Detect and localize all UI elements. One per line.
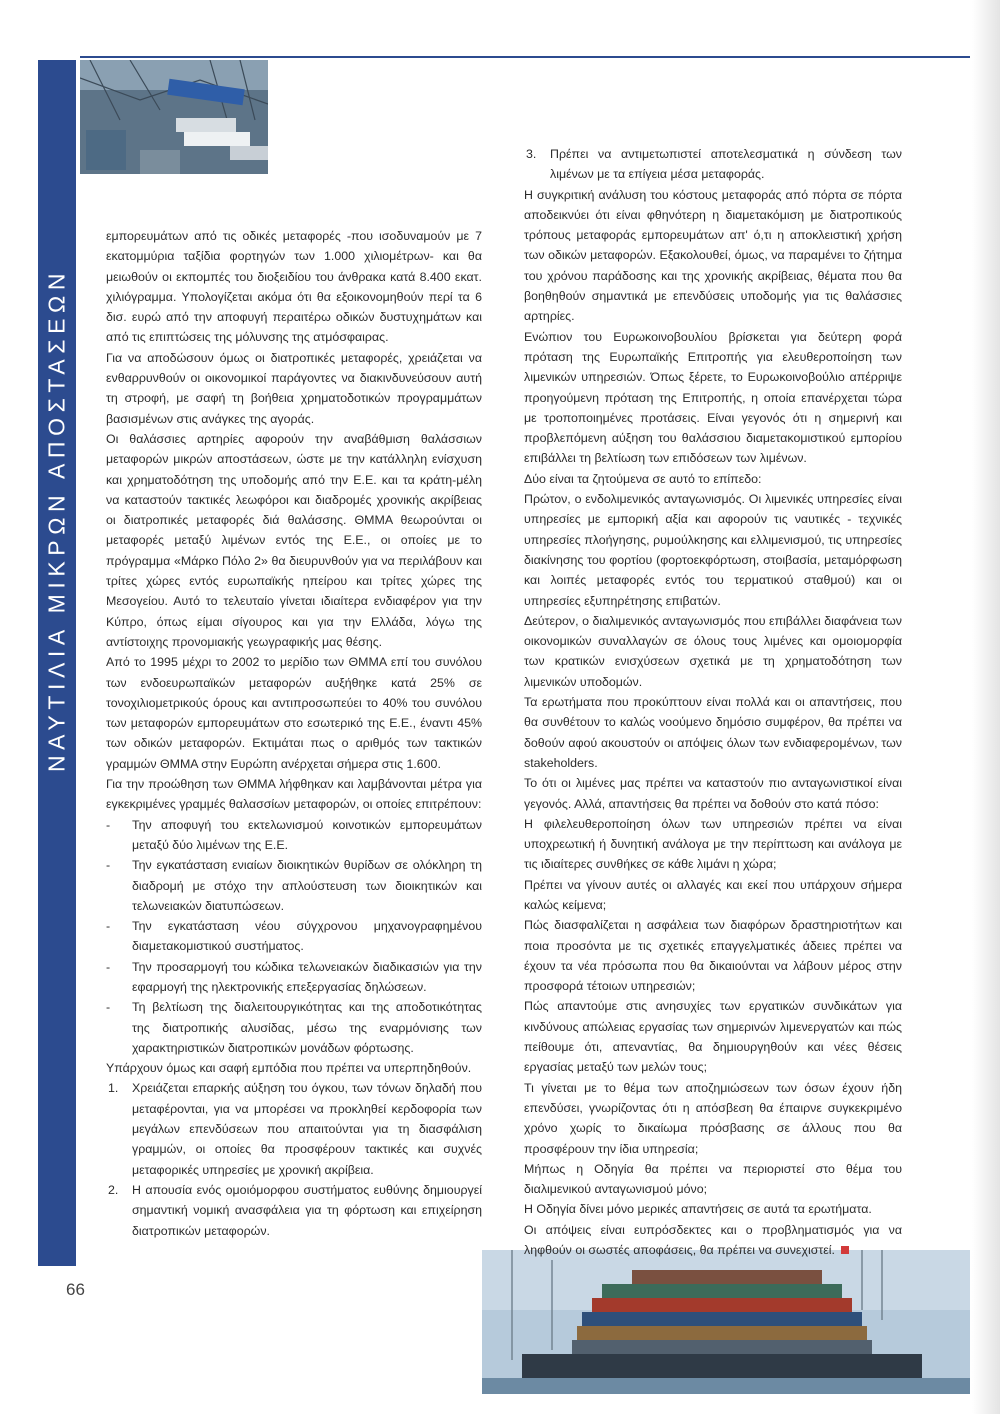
- paragraph: Μήπως η Οδηγία θα πρέπει να περιοριστεί στο θέμα του διαλιμενικού ανταγωνισμού μόνο;: [524, 1161, 902, 1197]
- paragraph: Ενώπιον του Ευρωκοινοβουλίου βρίσκεται για δεύτερη φορά πρόταση της Ευρωπαϊκής Επιτροπής για ελευθεροποίηση των λιμενικών υπηρεσιών. Όπως ξέρετε, το Ευρωκοινοβούλιο απέρριψε προηγούμενη πρόταση της Επιτροπής, η οποία επανέρχεται τώρα με τροποποιημένες προτάσεις. Είναι γεγονός ότι η σημερινή και προβλεπόμενη αύξηση του θαλάσσιου διαμετακομιστικού εμπορίου επιβάλλει τη βελτίωση των επιδόσεων των λιμένων.: [524, 329, 902, 466]
- list-item-text: Τη βελτίωση της διαλειτουργικότητας και της αποδοτικότητας της διατροπικής αλυσίδας, μέσω της εναρμόνισης των χαρακτηριστικών διατροπικών μονάδων φόρτωσης.: [132, 1000, 482, 1055]
- list-item: [106, 916, 482, 957]
- paragraph: εμπορευμάτων από τις οδικές μεταφορές -που ισοδυναμούν με 7 εκατομμύρια ταξίδια φορτηγών των 1.000 χιλιομέτρων- και θα μειωθούν οι εκπομπές του διοξειδίου του άνθρακα κατά 8.400 εκατ. χιλιόγραμμα. Υπολογίζεται ακόμα ότι θα εξοικονομηθούν περί τα 6 δισ. ευρώ από την αποφυγή περαιτέρω οδικών δυστυχημάτων και από τις επιπτώσεις της μόλυνσης της ατμόσφαιρας.: [106, 229, 482, 345]
- list-item: [106, 855, 482, 916]
- list-item-text: Την αποφυγή του εκτελωνισμού κοινοτικών εμπορευμάτων μεταξύ δύο λιμένων της Ε.Ε.: [132, 817, 482, 852]
- numbered-item-text: Χρειάζεται επαρκής αύξηση του όγκου, των τόνων δηλαδή που μεταφέρονται, για να μπορέσει να προκληθεί κερδοφορία των μεγάλων επενδύσεων που απαιτούνται για τη διασφάλιση γραμμών, οι οποίες θα προσφέρουν τακτικές και συχνές μεταφορικές υπηρεσίες με χρονική ακρίβεια.: [132, 1081, 482, 1177]
- list-item-text: Την εγκατάσταση νέου σύγχρονου μηχανογραφημένου διαμετακομιστικού συστήματος.: [132, 919, 482, 954]
- container-ship-photo: [482, 1250, 970, 1394]
- list-item: [106, 815, 482, 856]
- paragraph: Το ότι οι λιμένες μας πρέπει να καταστούν πιο ανταγωνιστικοί είναι γεγονός. Αλλά, απαντήσεις θα πρέπει να δοθούν στο κατά πόσο:: [524, 776, 902, 811]
- port-cranes-photo: [80, 60, 268, 174]
- numbered-item: [106, 1078, 482, 1179]
- paragraph: Πρέπει να γίνουν αυτές οι αλλαγές και εκεί που υπάρχουν σήμερα καλώς κείμενα;: [524, 877, 902, 912]
- header-rule: [80, 56, 970, 58]
- item-number: 3.: [526, 147, 537, 161]
- item-number: 2.: [108, 1182, 119, 1197]
- bullet-dash: -: [106, 959, 111, 974]
- paragraph: Τι γίνεται με το θέμα των αποζημιώσεων των όσων έχουν ήδη επενδύσει, γνωρίζοντας ότι η απόσβεση θα έπαιρνε συγκεκριμένο χρόνο χωρίς το δικαίωμα πρόσβασης σε άλλους που θα προσφέρουν την ίδια υπηρεσία;: [524, 1080, 902, 1156]
- measures-list: [106, 815, 482, 1059]
- list-item: [106, 957, 482, 998]
- paragraph: Από το 1995 μέχρι το 2002 το μερίδιο των ΘΜΜΑ επί του συνόλου των ενδοευρωπαϊκών μεταφορών αυξήθηκε κατά 25% σε τονοχιλιομετρικούς όρους και αντιπροσωπεύει το 40% του συνόλου των μεταφορών εμπορευμάτων στο εσωτερικό της Ε.Ε., έναντι 45% των οδικών μεταφορών. Εκτιμάται πως ο αριθμός των τακτικών γραμμών ΘΜΜΑ στην Ευρώπη ανέρχεται σήμερα στις 1.600.: [106, 655, 482, 771]
- list-item-text: Την προσαρμογή του κώδικα τελωνειακών διαδικασιών για την εφαρμογή της ηλεκτρονικής επεξεργασίας δηλώσεων.: [132, 959, 482, 994]
- page-number: 66: [66, 1280, 85, 1299]
- paragraph: Πρώτον, ο ενδολιμενικός ανταγωνισμός. Οι λιμενικές υπηρεσίες είναι υπηρεσίες με εμπορική αξία και αφορούν τις ναυτικές - τεχνικές υπηρεσίες πλοήγησης, ρυμούλκησης και ελλιμενισμού, τις υπηρεσίες διακίνησης του φορτίου (φορτοεκφόρτωση, στοιβασία, μεταμόρφωση και λοιπές μεταφορές εντός του τερματικού σταθμού) και οι υπηρεσίες εξυπηρέτησης επιβατών.: [524, 492, 902, 608]
- paragraph: Δύο είναι τα ζητούμενα σε αυτό το επίπεδο:: [524, 471, 762, 486]
- paragraph: Πώς απαντούμε στις ανησυχίες των εργατικών συνδικάτων για κινδύνους απώλειας εργασίας των σημερινών λιμενεργατών και πώς πείθουμε ότι, απεναντίας, θα δημιουργηθούν και νέες θέσεις εργασίας μεταξύ των μελών τους;: [524, 999, 902, 1075]
- article-left-column: [106, 226, 482, 1241]
- list-item-text: Την εγκατάσταση ενιαίων διοικητικών θυρίδων σε ολόκληρη τη διαδρομή με στόχο την απλούστευση των διοικητικών και τελωνειακών διατυπώσεων.: [132, 858, 482, 913]
- article-right-column: [524, 144, 902, 1260]
- paragraph: Η Οδηγία δίνει μόνο μερικές απαντήσεις σε αυτά τα ερωτήματα.: [524, 1202, 872, 1217]
- list-item: [106, 997, 482, 1058]
- closing-paragraph: [524, 1220, 902, 1261]
- paragraph: Οι θαλάσσιες αρτηρίες αφορούν την αναβάθμιση θαλάσσιων μεταφορών μικρών αποστάσεων, ώστε με την κατάλληλη ενίσχυση και χρηματοδότηση της υποδομής από την Ε.Ε. και τα κράτη-μέλη να καταστούν τακτικές λεωφόροι και διαδρομές χρονικής ακρίβειας οι διατροπικές μεταφορές διά θαλάσσης. ΘΜΜΑ θεωρούνται οι μεταφορές μεταξύ λιμένων εντός της Ε.Ε., οι οποίες με το πρόγραμμα «Μάρκο Πόλο 2» θα διευρυνθούν για να περιλάβουν και τρίτες χώρες εντός ευρωπαϊκής ηπείρου και τρίτες χώρες της Μεσογείου. Αυτό το τελευταίο γίνεται ιδιαίτερα ενδιαφέρον για την Κύπρο, όπως είμαι σίγουρος και για την Ελλάδα, λόγω της αντίστοιχης προνομιακής γεωγραφικής μας θέσης.: [106, 431, 482, 649]
- bullet-dash: -: [106, 817, 111, 832]
- section-title: ΝΑΥΤΙΛΙΑ ΜΙΚΡΩΝ ΑΠΟΣΤΑΣΕΩΝ: [43, 267, 70, 773]
- paragraph: Για να αποδώσουν όμως οι διατροπικές μεταφορές, χρειάζεται να ενθαρρυνθούν οι οικονομικοί παράγοντες να διακινδυνεύσουν αυτή τη στροφή, με σαφή τη βοήθεια χρηματοδοτικών προγραμμάτων βασισμένων στις ανάγκες της αγοράς.: [106, 350, 482, 426]
- page-edge-shadow: [972, 0, 1000, 1414]
- paragraph: Για την προώθηση των ΘΜΜΑ λήφθηκαν και λαμβάνονται μέτρα για εγκεκριμένες γραμμές θαλασσίων μεταφορών, οι οποίες επιτρέπουν:: [106, 777, 482, 812]
- numbered-item-text: Πρέπει να αντιμετωπιστεί αποτελεσματικά η σύνδεση των λιμένων με τα επίγεια μέσα μεταφοράς.: [550, 147, 902, 182]
- obstacles-list: [106, 1078, 482, 1240]
- numbered-item: [106, 1180, 482, 1241]
- paragraph: Η φιλελευθεροποίηση όλων των υπηρεσιών πρέπει να είναι υποχρεωτική ή δυνητική ανάλογα με την περίπτωση και ανάλογα με τις ιδιαίτερες συνθήκες σε κάθε λιμάνι η χώρα;: [524, 816, 902, 872]
- numbered-item: [524, 144, 902, 185]
- end-of-article-mark: [841, 1246, 849, 1254]
- bullet-dash: -: [106, 919, 111, 934]
- paragraph: Υπάρχουν όμως και σαφή εμπόδια που πρέπει να υπερπηδηθούν.: [106, 1061, 472, 1076]
- paragraph: Δεύτερον, ο διαλιμενικός ανταγωνισμός που επιβάλλει διαφάνεια των οικονομικών συναλλαγών σε όλους τους λιμένες και ομοιομορφία των κρατικών ενισχύσεων σχετικά με τη χρηματοδότηση των λιμενικών υποδομών.: [524, 613, 902, 689]
- item-number: 1.: [108, 1081, 119, 1096]
- bullet-dash: -: [106, 1000, 111, 1015]
- numbered-item-text: Η απουσία ενός ομοιόμορφου συστήματος ευθύνης δημιουργεί σημαντική νομική ανασφάλεια για τη φόρτωση και επιχείρηση διατροπικών μεταφορών.: [132, 1182, 482, 1238]
- paragraph: Η συγκριτική ανάλυση του κόστους μεταφοράς από πόρτα σε πόρτα αποδεικνύει ότι είναι φθηνότερη η διαμετακόμιση με διατροπικούς τρόπους μεταφοράς εμπορευμάτων απ' ό,τι η αποκλειστική χρήση των οδικών μεταφορών. Εξακολουθεί, όμως, να παραμένει το ζήτημα του χρόνου παράδοσης και της χρονικής ακρίβειας, θέματα που θα βοηθηθούν σημαντικά με επενδύσεις υποδομής για τις θαλάσσιες αρτηρίες.: [524, 187, 902, 324]
- paragraph: Τα ερωτήματα που προκύπτουν είναι πολλά και οι απαντήσεις, που θα συνθέτουν το καλώς νοούμενο δημόσιο συμφέρον, θα πρέπει να δοθούν αφού ακουστούν οι απόψεις όλων των ενδιαφερομένων, των stakeholders.: [524, 695, 902, 770]
- paragraph: Πώς διασφαλίζεται η ασφάλεια των διαφόρων δραστηριοτήτων και ποια προσόντα με τις σχετικές επαγγελματικές άδειες πρέπει να έχουν τα νέα πρόσωπα που θα δικαιούνται να λάβουν μέρος στην προσφορά τέτοιων υπηρεσιών;: [524, 918, 902, 994]
- bullet-dash: -: [106, 858, 111, 873]
- closing-text: Οι απόψεις είναι ευπρόσδεκτες και ο προβληματισμός για να ληφθούν οι σωστές αποφάσεις, θα πρέπει να συνεχιστεί.: [524, 1222, 902, 1258]
